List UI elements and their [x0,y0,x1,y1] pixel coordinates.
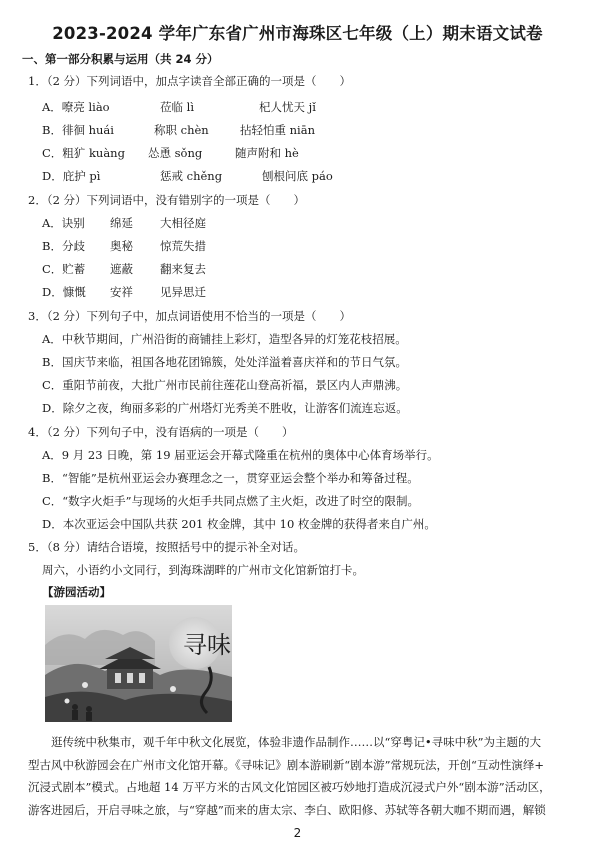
page-number: 2 [293,826,302,840]
passage-line-4: 游客进园后，开启寻味之旅，与“穿越”而来的唐太宗、李白、欧阳修、苏轼等各朝大咖不期而遇，解锁 [28,802,546,817]
option-b-word-3: 惊荒失措 [160,239,206,253]
section-heading: 一、第一部分积累与运用（共 24 分） [22,52,219,66]
option-a-word-3: 杞人忧天 jǐ [259,100,316,114]
option-c-word-2: 怂恿 sǒng [148,146,203,160]
poster-calligraphy-1: 寻味 [183,631,231,659]
passage-line-2: 型古风中秋游园会在广州市文化馆开幕。《寻味记》剧本游刷新“剧本游”常规玩法，开创“互动性演绎+ [28,757,545,772]
option-a-word-1: A．诀别 [42,216,85,230]
question-2-stem: 2．（2 分）下列词语中，没有错别字的一项是（ ） [28,193,306,207]
question-3-stem: 3．（2 分）下列句子中，加点词语使用不恰当的一项是（ ） [28,309,352,323]
option-b-word-3: 拈轻怕重 niān [240,123,316,137]
question-3-option-a: A．中秋节期间，广州沿街的商铺挂上彩灯，造型各异的灯笼花枝招展。 [42,332,407,346]
question-3-option-c: C．重阳节前夜，大批广州市民前往莲花山登高祈福，景区内人声鼎沸。 [42,378,408,392]
option-d-word-3: 见异思迁 [160,285,206,299]
option-d-word-1: D．慷慨 [42,285,86,299]
option-a-word-2: 绵延 [110,216,133,230]
option-c-word-1: C．贮蓄 [42,262,86,276]
activity-label: 【游园活动】 [42,585,111,599]
option-d-word-2: 惩戒 chěng [160,169,223,183]
question-4-stem: 4．（2 分）下列句子中，没有语病的一项是（ ） [28,425,294,439]
question-3-option-d: D．除夕之夜，绚丽多彩的广州塔灯光秀美不胜收，让游客们流连忘返。 [42,401,408,415]
option-a-word-1: A．嘹亮 liào [42,100,110,114]
option-c-word-3: 随声附和 hè [235,146,299,160]
festival-poster-image [45,605,232,722]
page-title: 2023-2024 学年广东省广州市海珠区七年级（上）期末语文试卷 [52,24,543,43]
passage-line-3: 沉浸式剧本”模式。占地超 14 万平方米的古风文化馆园区被巧妙地打造成沉浸式户外“剧本游”活动区， [28,780,551,794]
passage-paragraph [28,731,578,821]
question-1-stem: 1．（2 分）下列词语中，加点字读音全部正确的一项是（ ） [28,74,352,88]
option-b-word-2: 奥秘 [110,239,133,253]
question-3-option-b: B．国庆节来临，祖国各地花团锦簇，处处洋溢着喜庆祥和的节日气氛。 [42,355,407,369]
option-b-word-1: B．徘徊 huái [42,123,114,137]
question-4-option-a: A．9 月 23 日晚，第 19 届亚运会开幕式隆重在杭州的奥体中心体育场举行。 [42,448,439,462]
option-d-word-2: 安祥 [110,285,133,299]
option-b-word-1: B．分歧 [42,239,85,253]
option-c-word-2: 遮蔽 [110,262,133,276]
question-4-option-c: C．“数字火炬手”与现场的火炬手共同点燃了主火炬，改进了时空的限制。 [42,494,420,508]
option-c-word-1: C．粗犷 kuàng [42,146,125,160]
question-5-stem: 5．（8 分）请结合语境，按照括号中的提示补全对话。 [28,540,306,554]
option-d-word-1: D．庇护 pì [42,169,101,183]
question-4-option-d: D．本次亚运会中国队共获 201 枚金牌，其中 10 枚金牌的获得者来自广州。 [42,517,436,531]
option-c-word-3: 翻来复去 [160,262,206,276]
option-a-word-2: 莅临 lì [160,100,195,114]
passage-line-1: 逛传统中秋集市，观千年中秋文化展览，体验非遗作品制作……以“穿粤记•寻味中秋”为主题的大 [51,735,542,749]
option-a-word-3: 大相径庭 [160,216,206,230]
poster-illustration [45,605,232,722]
question-4-option-b: B．“智能”是杭州亚运会办赛理念之一，贯穿亚运会整个举办和筹备过程。 [42,471,419,485]
option-d-word-3: 刨根问底 páo [262,169,333,183]
question-5-intro: 周六，小语约小文同行，到海珠湖畔的广州市文化馆新馆打卡。 [42,563,364,577]
option-b-word-2: 称职 chèn [154,123,209,137]
